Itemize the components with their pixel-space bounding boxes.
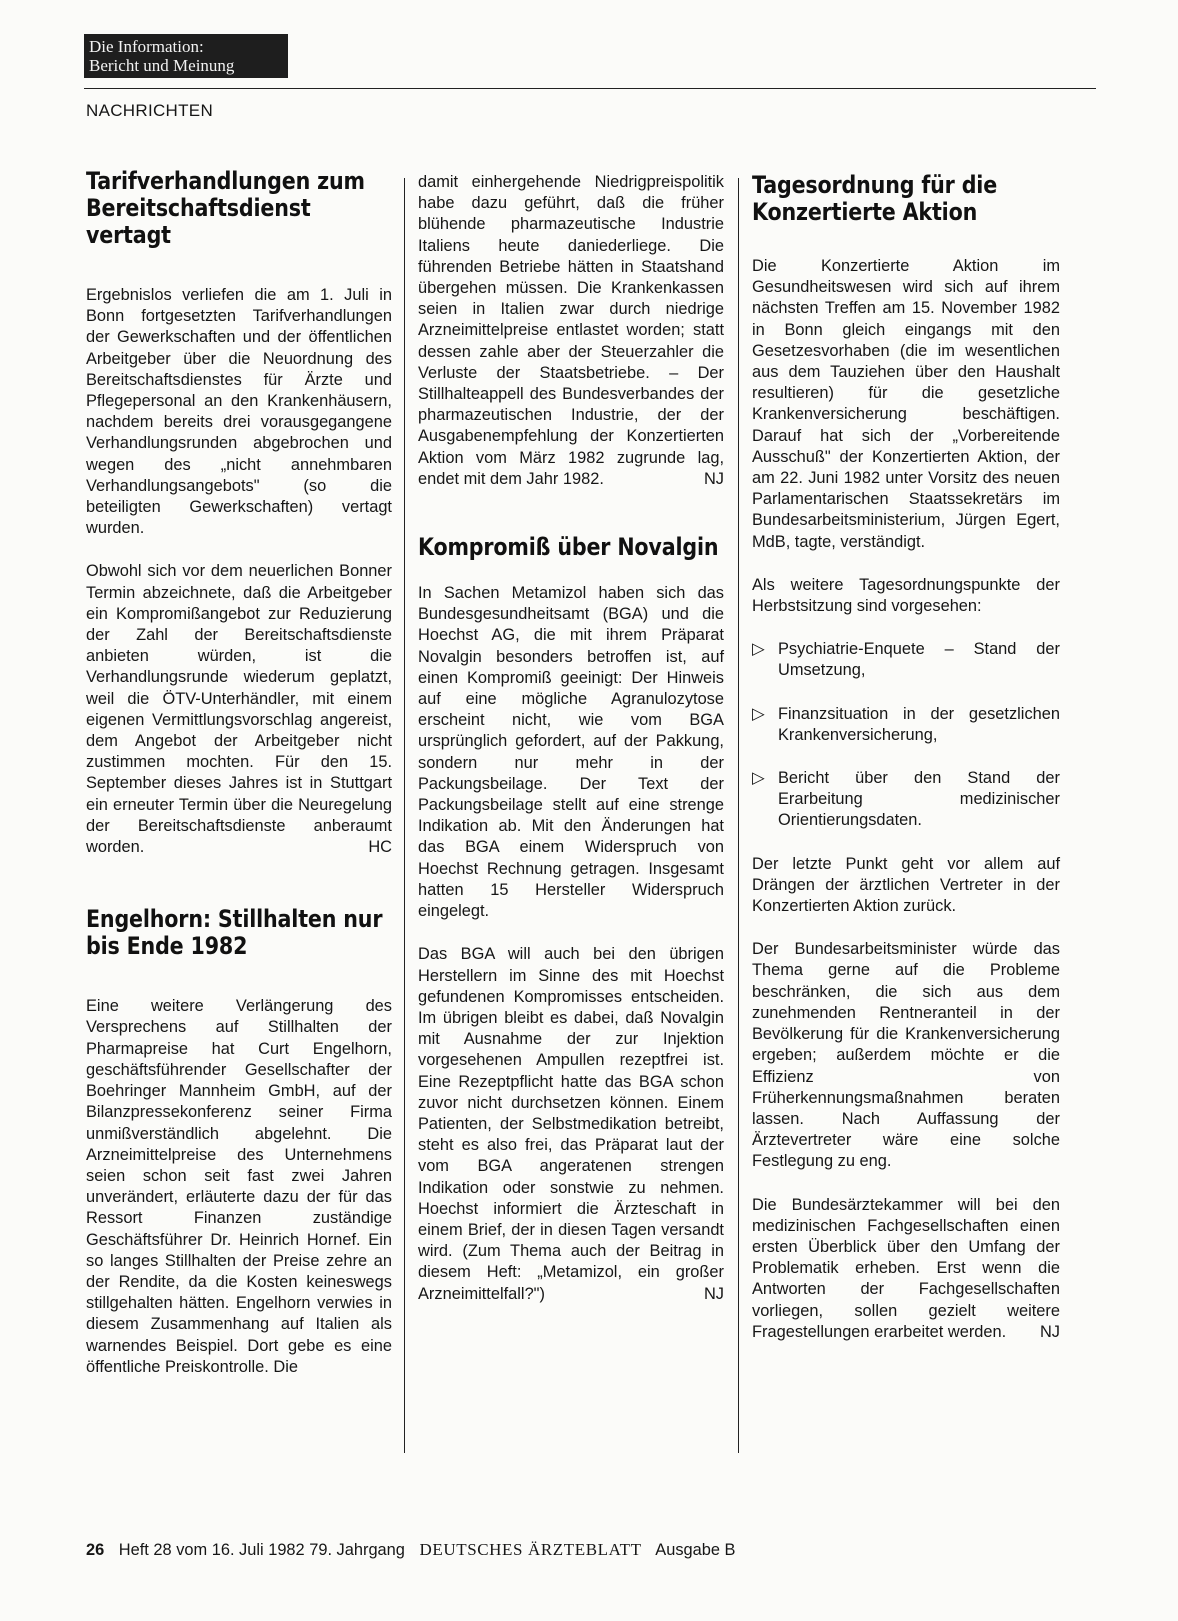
article-title-engelhorn: Engelhorn: Stillhalten nur bis Ende 1982 [86, 905, 383, 961]
column-divider-2 [738, 178, 739, 1453]
section-label: NACHRICHTEN [86, 101, 214, 120]
article-title-tarif: Tarifverhandlungen zum Bereitschaftsdienst vertagt [86, 167, 365, 249]
author-signature: HC [368, 838, 392, 857]
column-2 [418, 172, 724, 1305]
triangle-bullet-icon: ▷ [752, 769, 765, 788]
author-signature: NJ [703, 1284, 724, 1303]
page-number: 26 [86, 1541, 105, 1559]
article-engelhorn-continued: damit einhergehende Niedrigpreispolitik habe dazu geführt, daß die früher blühende pharmazeutische Industrie Italiens heute daniederliege. Die führenden Betriebe hätten in Staatshand übergehen müssen. Die Krankenkassen seien in Italien zwar durch niedrige Arzneimittelpreise entlastet worden; statt dessen zahle aber der Steuerzahler die Verluste der Staatsbetriebe. – Der Stillhalteappell des Bundesverbandes der pharmazeutischen Industrie, der der Ausgabenempfehlung der Konzertierten Aktion vom März 1982 zugrunde lag, endet mit dem Jahr 1982. NJ [418, 172, 724, 490]
column-3 [752, 172, 1060, 1343]
agenda-item: ▷ Psychiatrie-Enquete – Stand der Umsetzung, [752, 640, 1060, 680]
masthead-line2: Bericht und Meinung [89, 56, 235, 75]
magazine-name: DEUTSCHES ÄRZTEBLATT [419, 1540, 642, 1559]
triangle-bullet-icon: ▷ [752, 704, 765, 723]
article-title-tagesordnung: Tagesordnung für die Konzertierte Aktion [752, 171, 998, 226]
article-tagesordnung-paragraph-4: Der Bundesarbeitsminister würde das Thema gerne auf die Probleme beschränken, die sich aus dem zunehmenden Rentneranteil in der Bevölkerung für die Krankenversicherung ergeben; außerdem möchte er die Effizienz von Früherkennungsmaßnahmen beraten lassen. Nach Auffassung der Ärztevertreter wäre eine solche Festlegung zu eng. [752, 940, 1060, 1171]
author-signature: NJ [1039, 1322, 1060, 1341]
agenda-item: ▷ Bericht über den Stand der Erarbeitung medizinischer Orientierungsdaten. [752, 769, 1060, 830]
article-tagesordnung-paragraph-2: Als weitere Tagesordnungspunkte der Herbstsitzung sind vorgesehen: [752, 575, 1060, 616]
edition-label: Ausgabe B [655, 1541, 736, 1559]
header-rule [84, 88, 1096, 89]
article-engelhorn-paragraph-1: Eine weitere Verlängerung des Versprechens auf Stillhalten der Pharmapreise hat Curt Engelhorn, geschäftsführender Gesellschafter der Boehringer Mannheim GmbH, auf der Bilanzpressekonferenz seiner Firma unmißverständlich abgelehnt. Die Arzneimittelpreise des Unternehmens seien schon seit fast zwei Jahren unverändert, erläuterte dazu der für das Ressort Finanzen zuständige Geschäftsführer Dr. Heinrich Hornef. Ein so langes Stillhalten der Preise zehre an der Rendite, da die Kosten keineswegs stillgehalten hätten. Engelhorn verwies in diesem Zusammenhang auf Italien als warnendes Beispiel. Dort gebe es eine öffentliche Preiskontrolle. Die [86, 997, 392, 1376]
author-signature: NJ [703, 469, 724, 488]
article-tarif-paragraph-1: Ergebnislos verliefen die am 1. Juli in Bonn fortgesetzten Tarifverhandlungen der Gewerkschaften und der öffentlichen Arbeitgeber über die Neuordnung des Bereitschaftsdienstes für Ärzte und Pflegepersonal an den Krankenhäusern, nachdem bereits drei vorausgegangene Verhandlungsrunden abgebrochen und wegen des „nicht annehmbaren Verhandlungsangebots" (so die beteiligten Gewerkschaften) vertagt wurden. [86, 286, 392, 538]
column-1 [86, 168, 392, 1378]
issue-info: Heft 28 vom 16. Juli 1982 79. Jahrgang [118, 1541, 405, 1559]
article-novalgin-paragraph-1: In Sachen Metamizol haben sich das Bundesgesundheitsamt (BGA) und die Hoechst AG, die mit ihrem Präparat Novalgin besonders betroffen ist, auf einen Kompromiß geeinigt: Der Hinweis auf eine mögliche Agranulozytose erscheint nicht, wie vom BGA ursprünglich gefordert, auf der Pakkung, sondern nur mehr in der Packungsbeilage. Der Text der Packungsbeilage stellt auf eine strenge Indikation ab. Mit den Änderungen hat das BGA einem Widerspruch von Hoechst Rechnung getragen. Insgesamt hatten 15 Hersteller Widerspruch eingelegt. [418, 584, 724, 921]
article-tagesordnung-paragraph-3: Der letzte Punkt geht vor allem auf Drängen der ärztlichen Vertreter in der Konzertierten Aktion zurück. [752, 854, 1060, 916]
masthead-line1: Die Information: [89, 37, 204, 56]
masthead [84, 34, 288, 78]
article-tarif-paragraph-2: Obwohl sich vor dem neuerlichen Bonner Termin abzeichnete, daß die Arbeitgeber ein Kompromißangebot zur Reduzierung der Zahl der Bereitschaftsdienste anbieten würden, ist die Verhandlungsrunde wiederum geplatzt, weil die ÖTV-Unterhändler, mit einem eigenen Vermittlungsvorschlag angereist, dem Angebot der Arbeitgeber nicht zustimmen mochten. Für den 15. September dieses Jahres ist in Stuttgart ein erneuter Termin über die Neuregelung der Bereitschaftsdienste anberaumt worden. HC [86, 561, 392, 858]
triangle-bullet-icon: ▷ [752, 640, 765, 659]
article-novalgin-paragraph-2: Das BGA will auch bei den übrigen Herstellern im Sinne des mit Hoechst gefundenen Kompromisses entscheiden. Im übrigen bleibt es dabei, daß Novalgin mit Ausnahme der zur Injektion vorgesehenen Ampullen rezeptfrei ist. Eine Rezeptpflicht hatte das BGA schon zuvor nicht durchsetzen können. Einem Patienten, der Selbstmedikation betreibt, steht es also frei, das Präparat laut der vom BGA angeratenen strengen Indikation oder sonstwie zu nehmen. Hoechst informiert die Ärzteschaft in einem Brief, der in diesen Tagen versandt wird. (Zum Thema auch der Beitrag in diesem Heft: „Metamizol, ein großer Arzneimittelfall?") NJ [418, 944, 724, 1304]
article-tagesordnung-paragraph-5: Die Bundesärztekammer will bei den medizinischen Fachgesellschaften einen ersten Überblick über den Umfang der Problematik erheben. Erst wenn die Antworten der Fachgesellschaften vorliegen, sollen gezielt weitere Fragestellungen erarbeitet werden. NJ [752, 1195, 1060, 1343]
column-divider-1 [404, 178, 405, 1453]
article-tagesordnung-paragraph-1: Die Konzertierte Aktion im Gesundheitswesen wird sich auf ihrem nächsten Treffen am 15. November 1982 in Bonn gleich eingangs mit den Gesetzesvorhaben (die im wesentlichen aus dem Tauziehen über den Haushalt resultieren) für die gesetzliche Krankenversicherung beschäftigen. Darauf hat sich der „Vorbereitende Ausschuß" der Konzertierten Aktion, der am 22. Juni 1982 unter Vorsitz des neuen Parlamentarischen Staatssekretärs im Bundesarbeitsministerium, Jürgen Egert, MdB, tagte, verständigt. [752, 257, 1060, 551]
article-title-novalgin: Kompromiß über Novalgin [418, 533, 719, 562]
agenda-item: ▷ Finanzsituation in der gesetzlichen Krankenversicherung, [752, 704, 1060, 744]
page-footer [86, 1540, 735, 1560]
